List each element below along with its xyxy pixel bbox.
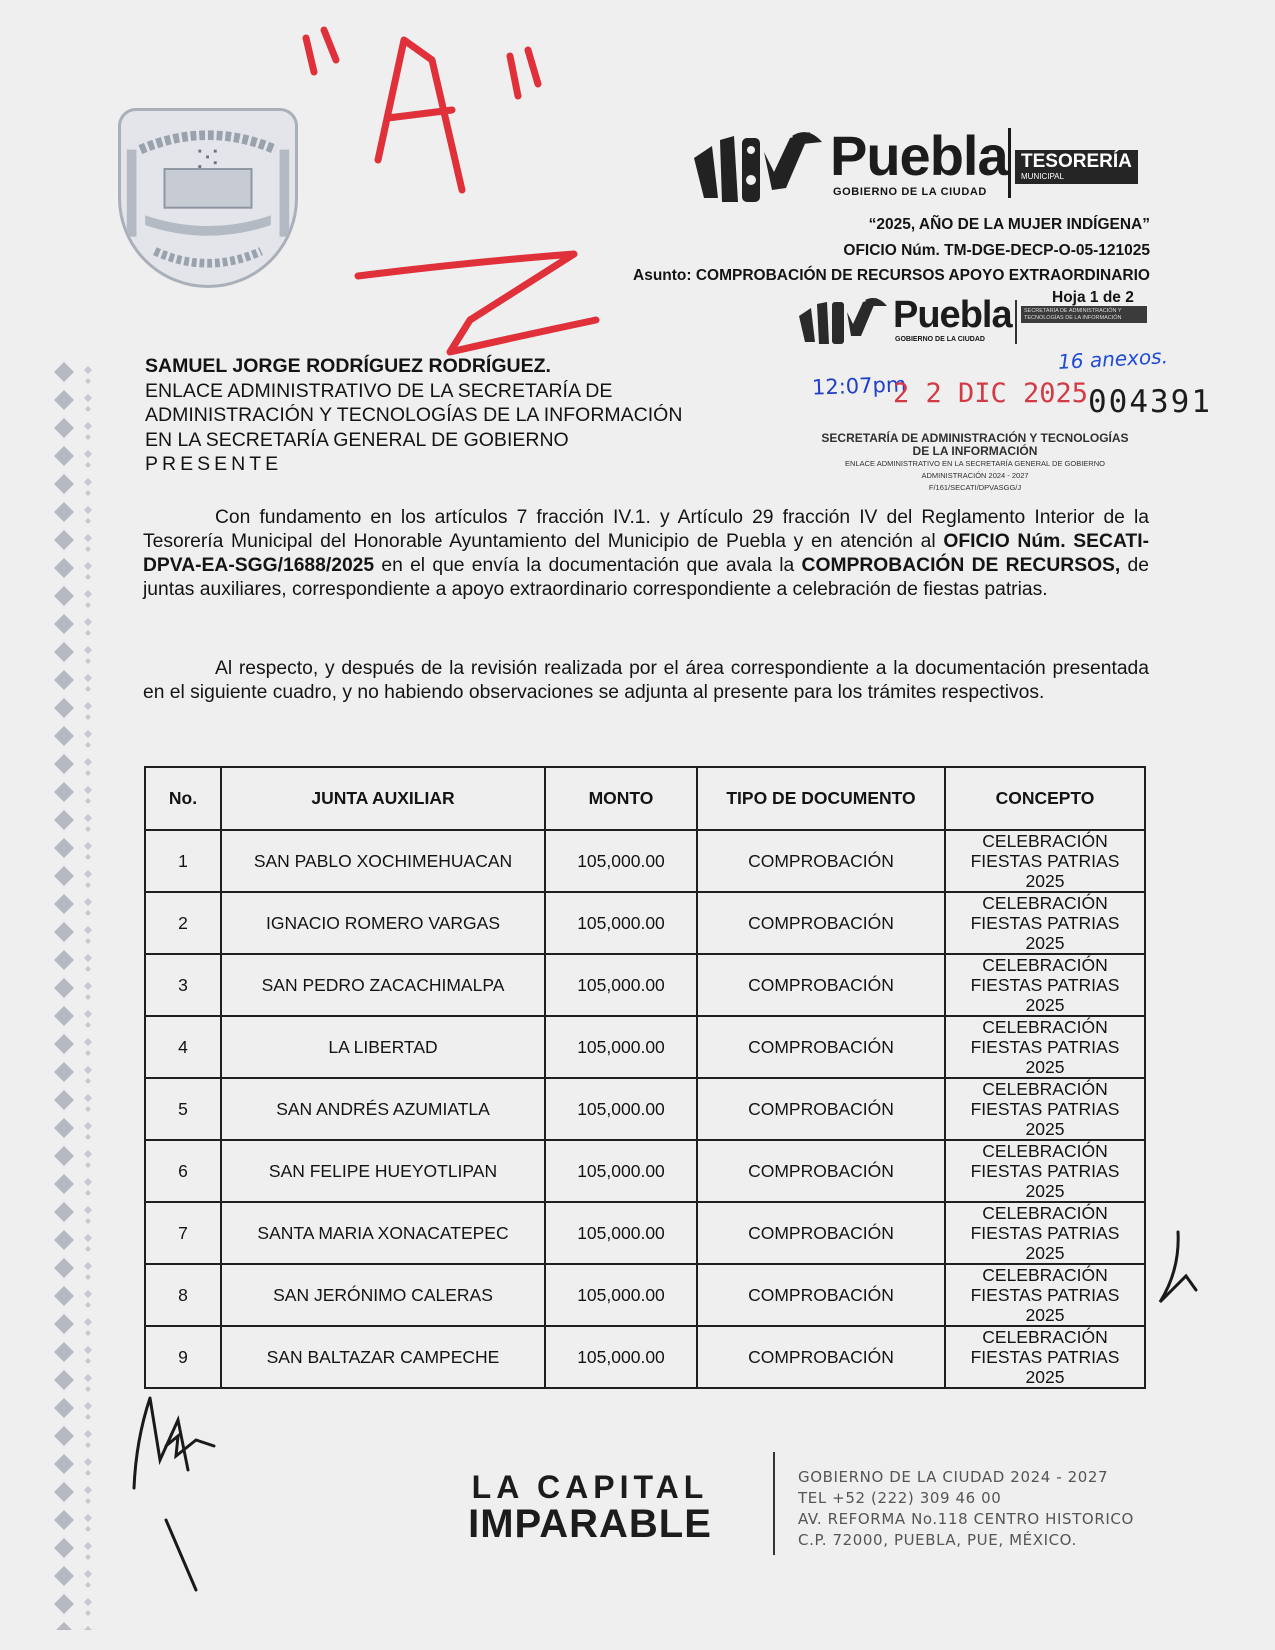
department-name: TESORERÍA	[1021, 151, 1132, 172]
table-row	[145, 1326, 1145, 1388]
municipal-seal	[118, 108, 298, 288]
puebla-wordmark-small: Puebla	[893, 294, 1012, 336]
cell-concepto	[945, 892, 1145, 954]
page-count: Hoja 1 de 2	[1052, 289, 1134, 306]
concepto-line-1: CELEBRACIÓN	[982, 893, 1108, 913]
cell-concepto	[945, 1078, 1145, 1140]
cell-junta: SAN PABLO XOCHIMEHUACAN	[221, 830, 545, 892]
cell-tipo: COMPROBACIÓN	[697, 1016, 945, 1078]
tesoreria-badge	[1015, 150, 1138, 184]
col-tipo: TIPO DE DOCUMENTO	[697, 767, 945, 830]
concepto-line-2: FIESTAS PATRIAS	[970, 1285, 1120, 1305]
cell-no: 5	[145, 1078, 221, 1140]
cell-monto: 105,000.00	[545, 1078, 697, 1140]
cell-junta: SAN BALTAZAR CAMPECHE	[221, 1326, 545, 1388]
p1-text-e: de juntas auxiliares, correspondiente a apoyo extraordinario correspondiente a celebración de fiestas patrias.	[143, 555, 1149, 600]
concepto-line-3: 2025	[1025, 1181, 1065, 1201]
oficio-number: OFICIO Núm. TM-DGE-DECP-O-05-121025	[843, 242, 1150, 259]
year-motto: “2025, AÑO DE LA MUJER INDÍGENA”	[868, 216, 1150, 233]
department-sub: MUNICIPAL	[1021, 172, 1064, 181]
cell-junta: SANTA MARIA XONACATEPEC	[221, 1202, 545, 1264]
concepto-line-1: CELEBRACIÓN	[982, 1141, 1108, 1161]
brand-subtitle: GOBIERNO DE LA CIUDAD	[833, 186, 987, 198]
table-row	[145, 1078, 1145, 1140]
concepto-line-2: FIESTAS PATRIAS	[970, 1223, 1120, 1243]
stamp-line-5: F/161/SECATI/DPVASGG/J	[928, 483, 1022, 492]
annex-note: 16 anexos.	[1057, 344, 1169, 374]
concepto-line-1: CELEBRACIÓN	[982, 831, 1108, 851]
body-paragraph-2	[143, 657, 1149, 705]
cell-junta: SAN ANDRÉS AZUMIATLA	[221, 1078, 545, 1140]
logo-divider-small	[1015, 300, 1017, 344]
cell-monto: 105,000.00	[545, 892, 697, 954]
table-header-row	[145, 767, 1145, 830]
folio-number: 004391	[1088, 384, 1212, 420]
col-junta: JUNTA AUXILIAR	[221, 767, 545, 830]
concepto-line-3: 2025	[1025, 1305, 1065, 1325]
cell-junta: SAN PEDRO ZACACHIMALPA	[221, 954, 545, 1016]
cell-no: 3	[145, 954, 221, 1016]
p1-text-c: en el que envía la documentación que avala la	[374, 555, 802, 576]
puebla-emblem-small-icon	[797, 296, 889, 346]
stamp-dependency: SECRETARÍA DE ADMINISTRACIÓN Y TECNOLOGÍAS DE LA INFORMACIÓN	[1021, 306, 1147, 323]
cell-concepto	[945, 1016, 1145, 1078]
initials-signature-icon	[134, 1398, 188, 1488]
cell-monto: 105,000.00	[545, 1202, 697, 1264]
p1-comprobacion: COMPROBACIÓN DE RECURSOS,	[801, 555, 1121, 576]
cell-junta: SAN JERÓNIMO CALERAS	[221, 1264, 545, 1326]
cell-concepto	[945, 830, 1145, 892]
cell-monto: 105,000.00	[545, 830, 697, 892]
concepto-line-1: CELEBRACIÓN	[982, 1265, 1108, 1285]
cell-tipo: COMPROBACIÓN	[697, 830, 945, 892]
col-concepto: CONCEPTO	[945, 767, 1145, 830]
red-quote-close-icon	[510, 50, 538, 96]
stamp-line-1: SECRETARÍA DE ADMINISTRACIÓN Y TECNOLOGÍAS	[821, 431, 1129, 445]
reception-date: 2 2 DIC 2025	[893, 378, 1089, 409]
cell-tipo: COMPROBACIÓN	[697, 1264, 945, 1326]
table-row	[145, 1202, 1145, 1264]
reception-time: 12:07pm	[811, 372, 907, 400]
cell-junta: IGNACIO ROMERO VARGAS	[221, 892, 545, 954]
cell-junta: SAN FELIPE HUEYOTLIPAN	[221, 1140, 545, 1202]
checkmark-icon	[1160, 1232, 1196, 1302]
cell-tipo: COMPROBACIÓN	[697, 1202, 945, 1264]
cell-tipo: COMPROBACIÓN	[697, 1078, 945, 1140]
cell-concepto	[945, 1140, 1145, 1202]
concepto-line-2: FIESTAS PATRIAS	[970, 1347, 1120, 1367]
concepto-line-3: 2025	[1025, 1367, 1065, 1387]
addressee-title-3: EN LA SECRETARÍA GENERAL DE GOBIERNO	[145, 428, 569, 451]
table-row	[145, 830, 1145, 892]
concepto-line-3: 2025	[1025, 1057, 1065, 1077]
cell-no: 9	[145, 1326, 221, 1388]
col-no: No.	[145, 767, 221, 830]
concepto-line-2: FIESTAS PATRIAS	[970, 851, 1120, 871]
cell-no: 4	[145, 1016, 221, 1078]
puebla-tesoreria-logo	[690, 124, 1140, 208]
red-quote-open-icon	[306, 30, 336, 72]
cell-monto: 105,000.00	[545, 954, 697, 1016]
col-monto: MONTO	[545, 767, 697, 830]
addressee-name: SAMUEL JORGE RODRÍGUEZ RODRÍGUEZ.	[145, 355, 551, 377]
table-row	[145, 892, 1145, 954]
table-row	[145, 1016, 1145, 1078]
cell-no: 1	[145, 830, 221, 892]
reception-stamp-logo	[797, 296, 1137, 348]
concepto-line-1: CELEBRACIÓN	[982, 1017, 1108, 1037]
decorative-border-strip	[52, 360, 102, 1630]
concepto-line-3: 2025	[1025, 933, 1065, 953]
slogan-line-1: LA CAPITAL	[471, 1469, 709, 1505]
p1-oficio-ref: OFICIO Núm. SECATI-DPVA-EA-SGG/1688/2025	[143, 531, 1149, 576]
p1-text-a: Con fundamento en los artículos 7 fracción IV.1. y Artículo 29 fracción IV del Reglamento Interior de la Tesorería Municipal del Honorable Ayuntamiento del Municipio de Puebla y en atención al	[143, 507, 1149, 552]
brand-subtitle-small: GOBIERNO DE LA CIUDAD	[895, 336, 985, 343]
puebla-emblem-icon	[690, 128, 825, 206]
stamp-line-3: ENLACE ADMINISTRATIVO EN LA SECRETARÍA GENERAL DE GOBIERNO	[845, 459, 1105, 468]
footer-gov: GOBIERNO DE LA CIUDAD 2024 - 2027	[798, 1468, 1109, 1486]
cell-concepto	[945, 1202, 1145, 1264]
footer-address: AV. REFORMA No.118 CENTRO HISTORICO	[798, 1510, 1134, 1528]
cell-tipo: COMPROBACIÓN	[697, 954, 945, 1016]
signature-stroke-icon	[166, 1520, 196, 1590]
concepto-line-2: FIESTAS PATRIAS	[970, 913, 1120, 933]
concepto-line-3: 2025	[1025, 1119, 1065, 1139]
concepto-line-1: CELEBRACIÓN	[982, 1079, 1108, 1099]
addressee-title-1: ENLACE ADMINISTRATIVO DE LA SECRETARÍA DE	[145, 379, 613, 402]
cell-monto: 105,000.00	[545, 1264, 697, 1326]
puebla-wordmark: Puebla	[830, 124, 1008, 187]
concepto-line-1: CELEBRACIÓN	[982, 1203, 1108, 1223]
footer-slogan-logo	[435, 1470, 745, 1544]
cell-junta: LA LIBERTAD	[221, 1016, 545, 1078]
stamp-line-2: DE LA INFORMACIÓN	[912, 444, 1038, 458]
cell-no: 2	[145, 892, 221, 954]
concepto-line-2: FIESTAS PATRIAS	[970, 1099, 1120, 1119]
concepto-line-3: 2025	[1025, 995, 1065, 1015]
red-marker-annotation	[306, 30, 596, 352]
footer-tel: TEL +52 (222) 309 46 00	[798, 1489, 1002, 1507]
cell-concepto	[945, 1264, 1145, 1326]
concepto-line-1: CELEBRACIÓN	[982, 1327, 1108, 1347]
cell-no: 8	[145, 1264, 221, 1326]
red-number-two-icon	[358, 254, 596, 352]
asunto-line: Asunto: COMPROBACIÓN DE RECURSOS APOYO EXTRAORDINARIO	[633, 267, 1150, 284]
cell-no: 7	[145, 1202, 221, 1264]
table-row	[145, 1140, 1145, 1202]
footer-contact	[798, 1467, 1134, 1551]
addressee-presente: PRESENTE	[145, 453, 283, 475]
logo-divider	[1008, 128, 1011, 198]
footer-cp: C.P. 72000, PUEBLA, PUE, MÉXICO.	[798, 1531, 1077, 1549]
seal-emblem-icon	[121, 111, 295, 285]
concepto-line-1: CELEBRACIÓN	[982, 955, 1108, 975]
cell-concepto	[945, 954, 1145, 1016]
stamp-line-4: ADMINISTRACIÓN 2024 - 2027	[921, 471, 1029, 480]
table-row	[145, 1264, 1145, 1326]
juntas-table	[144, 766, 1146, 1389]
cell-tipo: COMPROBACIÓN	[697, 892, 945, 954]
cell-monto: 105,000.00	[545, 1016, 697, 1078]
red-letter-a-icon	[378, 40, 462, 190]
concepto-line-2: FIESTAS PATRIAS	[970, 1037, 1120, 1057]
addressee-block	[145, 354, 682, 477]
concepto-line-3: 2025	[1025, 871, 1065, 891]
table-row	[145, 954, 1145, 1016]
reception-stamp-text	[800, 432, 1150, 494]
cell-tipo: COMPROBACIÓN	[697, 1140, 945, 1202]
concepto-line-3: 2025	[1025, 1243, 1065, 1263]
cell-no: 6	[145, 1140, 221, 1202]
p2-text: Al respecto, y después de la revisión realizada por el área correspondiente a la documentación presentada en el siguiente cuadro, y no habiendo observaciones se adjunta al presente para los trámites respectivos.	[143, 658, 1149, 703]
slogan-line-2: IMPARABLE	[468, 1502, 712, 1546]
concepto-line-2: FIESTAS PATRIAS	[970, 975, 1120, 995]
addressee-title-2: ADMINISTRACIÓN Y TECNOLOGÍAS DE LA INFORMACIÓN	[145, 404, 683, 426]
cell-monto: 105,000.00	[545, 1140, 697, 1202]
initials-scribble-icon	[166, 1436, 214, 1456]
cell-concepto	[945, 1326, 1145, 1388]
body-paragraph-1	[143, 506, 1149, 602]
concepto-line-2: FIESTAS PATRIAS	[970, 1161, 1120, 1181]
cell-tipo: COMPROBACIÓN	[697, 1326, 945, 1388]
cell-monto: 105,000.00	[545, 1326, 697, 1388]
footer-divider	[773, 1452, 775, 1555]
